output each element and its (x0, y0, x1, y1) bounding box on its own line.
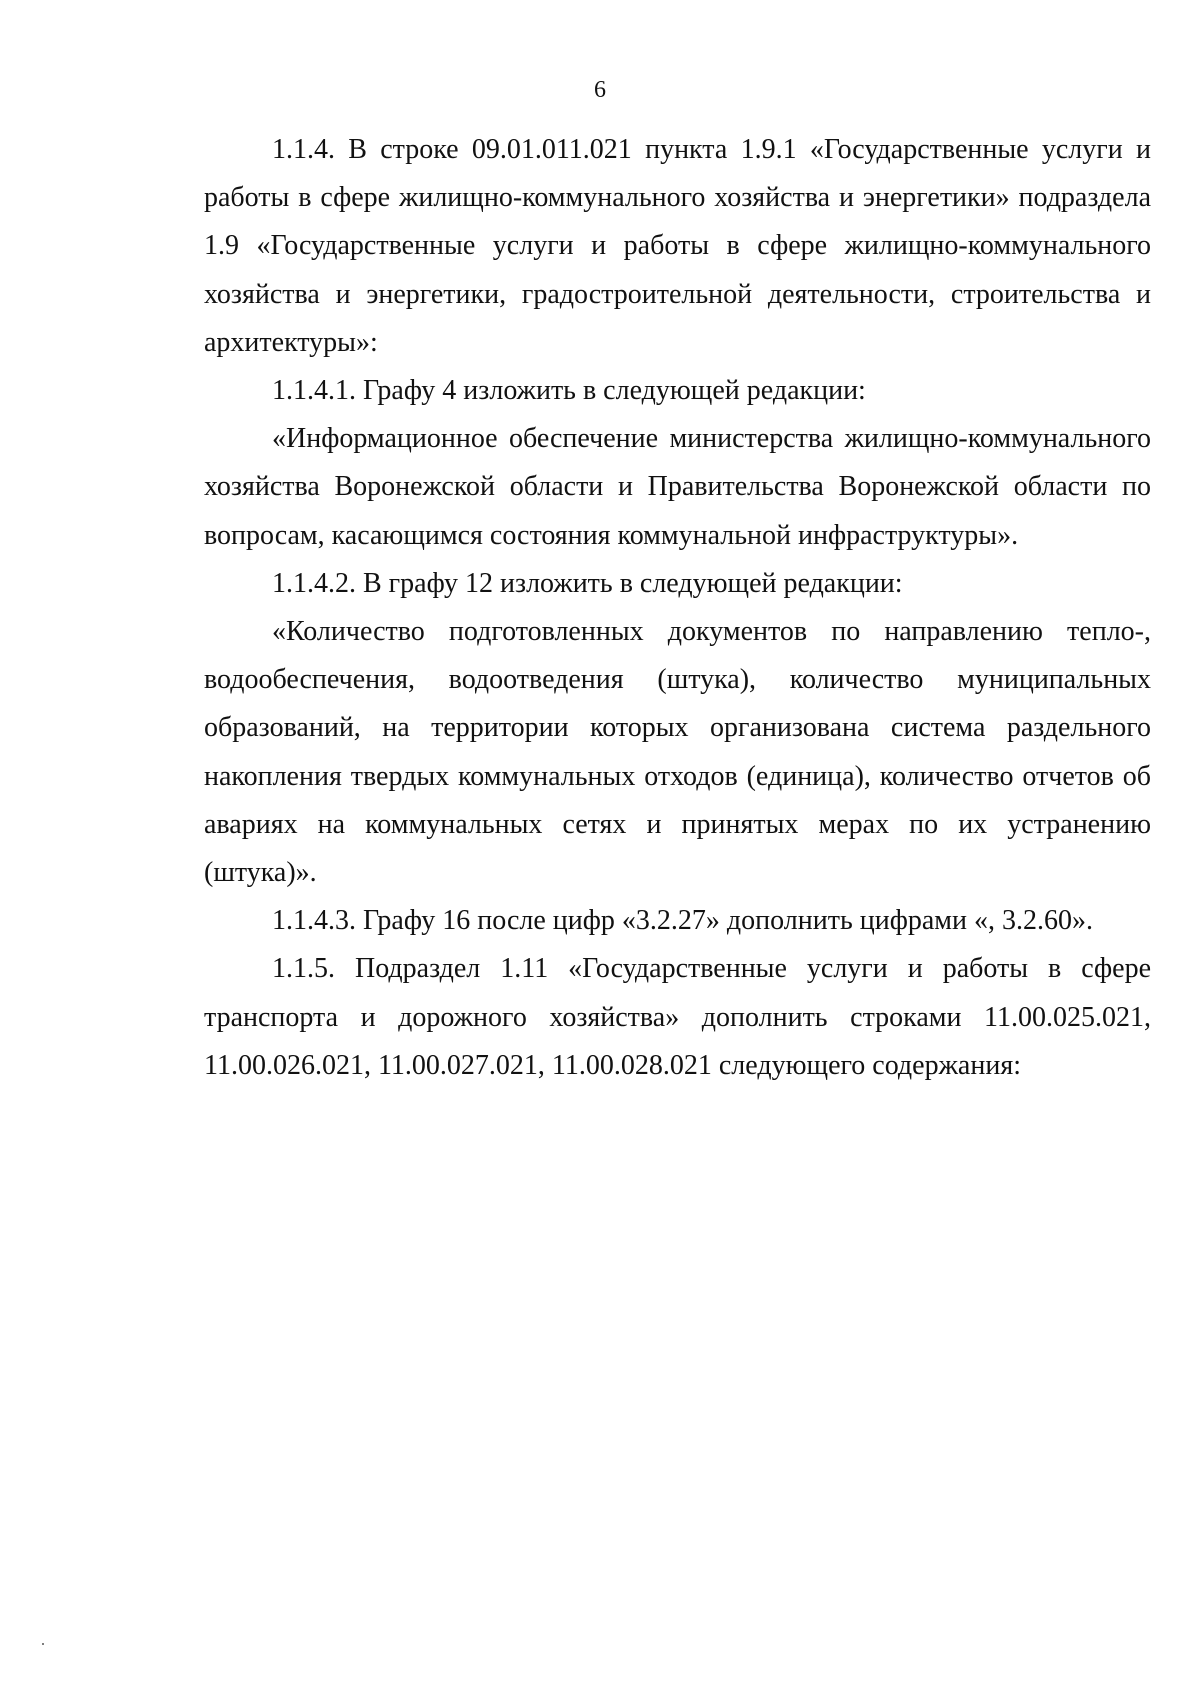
document-body (204, 126, 1151, 1090)
paragraph-1-1-4: 1.1.4. В строке 09.01.011.021 пункта 1.9.1 «Государственные услуги и работы в сфере жилищно-коммунального хозяйства и энергетики» подраздела 1.9 «Государственные услуги и работы в сфере жилищно-коммунального хозяйства и энергетики, градостроительной деятельности, строительства и архитектуры»: (204, 134, 1151, 358)
scan-artifact-dot (42, 1643, 44, 1645)
paragraph-quote-information: «Информационное обеспечение министерства жилищно-коммунального хозяйства Воронежской области и Правительства Воронежской области по вопросам, касающимся состояния коммунальной инфраструктуры». (204, 423, 1151, 551)
paragraph-quote-quantity: «Количество подготовленных документов по направлению тепло-, водообеспечения, водоотведения (штука), количество муниципальных образований, на территории которых организована система раздельного накопления твердых коммунальных отходов (единица), количество отчетов об авариях на коммунальных сетях и принятых мерах по их устранению (штука)». (204, 616, 1151, 889)
paragraph-1-1-4-2: 1.1.4.2. В графу 12 изложить в следующей редакции: (272, 567, 903, 599)
paragraph-1-1-4-1: 1.1.4.1. Графу 4 изложить в следующей редакции: (272, 375, 866, 407)
paragraph-1-1-5: 1.1.5. Подраздел 1.11 «Государственные услуги и работы в сфере транспорта и дорожного хозяйства» дополнить строками 11.00.025.021, 11.00.026.021, 11.00.027.021, 11.00.028.021 следующего содержания: (204, 953, 1151, 1081)
page-number: 6 (594, 77, 606, 103)
paragraph-1-1-4-3: 1.1.4.3. Графу 16 после цифр «3.2.27» дополнить цифрами «, 3.2.60». (272, 905, 1093, 937)
